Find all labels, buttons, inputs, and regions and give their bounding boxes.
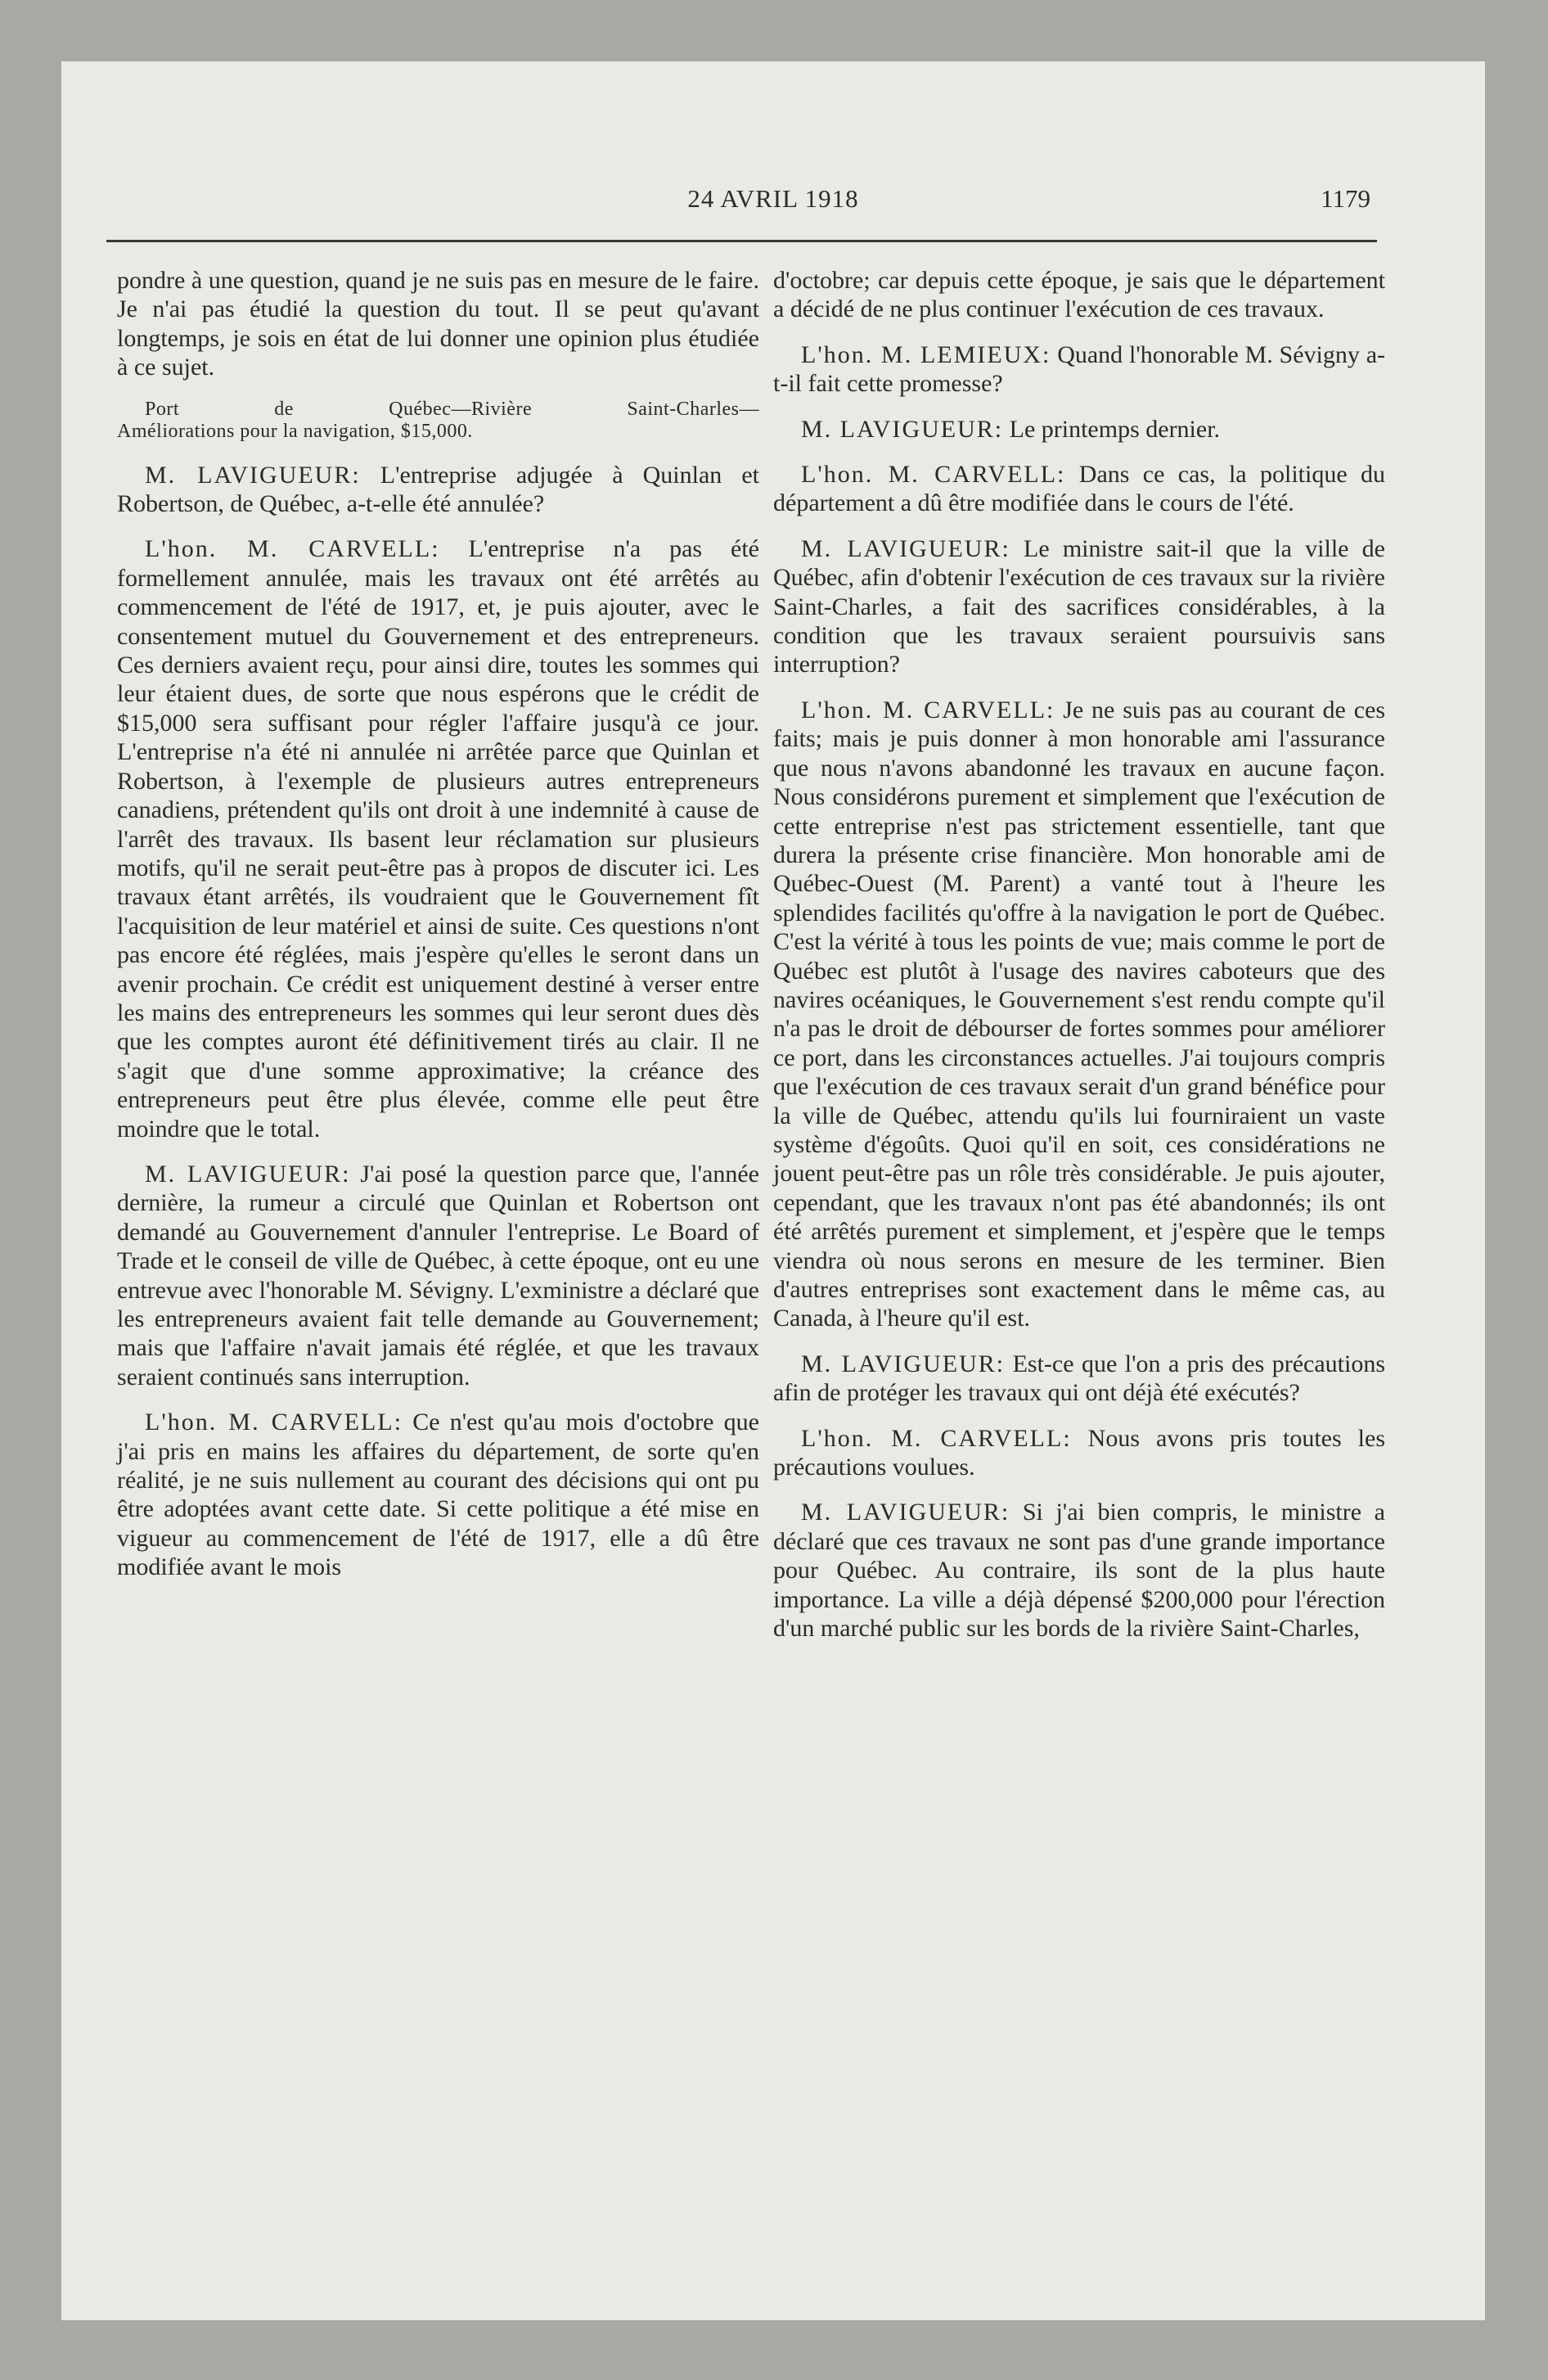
page-number: 1179 — [1321, 184, 1370, 213]
speech-text: Je ne suis pas au courant de ces faits; mais je puis donner à mon honorable ami l'assurance que nous n'avons abandonné les travaux en aucune façon. Nous considérons purement et simplement que l'exécution de cette entreprise n'est pas strictement essentielle, tant que durera la présente crise financière. Mon honorable ami de Québec-Ouest (M. Parent) a vanté tout à l'heure les splendides facilités qu'offre à la navigation le port de Québec. C'est la vérité à tous les points de vue; mais comme le port de Québec est plutôt à l'usage des navires caboteurs que des navires océaniques, le Gouvernement s'est rendu compte qu'il n'a pas le droit de débourser de fortes sommes pour améliorer ce port, dans les circonstances actuelles. J'ai toujours compris que l'exécution de ces travaux serait d'un grand bénéfice pour la ville de Québec, attendu qu'ils lui fourniraient un vaste système d'égoûts. Quoi qu'il en soit, ces considérations ne jouent peut-être pas un rôle très considérable. Je puis ajouter, cependant, que les travaux n'ont pas été abandonnés; ils ont été arrêtés purement et simplement, et j'espère que le temps viendra où nous serons en mesure de les terminer. Bien d'autres entreprises sont exactement dans le même cas, au Canada, à l'heure qu'il est. — [773, 696, 1386, 1332]
paragraph — [773, 415, 1385, 444]
speaker-name: L'hon. M. CARVELL: — [145, 1409, 403, 1436]
page-header — [61, 184, 1485, 233]
section-heading — [117, 399, 759, 443]
paragraph — [773, 696, 1385, 1333]
header-rule — [106, 240, 1377, 242]
speech-text: Nous avons pris toutes les précautions voulues. — [773, 1424, 1385, 1481]
document-page — [61, 61, 1485, 2320]
paragraph — [773, 534, 1385, 679]
speech-text: Le ministre sait-il que la ville de Québec, afin d'obtenir l'exécution de ces travaux sur la rivière Saint-Charles, a fait des sacrifices considérables, à la condition que les travaux seraient poursuivis sans interruption? — [773, 534, 1385, 678]
paragraph — [117, 461, 759, 519]
heading-line: Port de Québec—Rivière Saint-Charles— — [145, 398, 759, 420]
speech-text: Ce n'est qu'au mois d'octobre que j'ai pris en mains les affaires du département, de sorte qu'en réalité, je ne suis nullement au courant des décisions qui ont pu être adoptées avant cette date. Si cette politique a été mise en vigueur au commencement de l'été de 1917, elle a dû être modifiée avant le mois — [117, 1409, 759, 1581]
paragraph — [117, 534, 759, 1143]
paragraph — [773, 1424, 1385, 1482]
speech-text: Si j'ai bien compris, le ministre a déclaré que ces travaux ne sont pas d'une grande importance pour Québec. Au contraire, ils sont de la plus haute importance. La ville a déjà dépensé $200,000 pour l'érection d'un marché public sur les bords de la rivière Saint-Charles, — [773, 1499, 1385, 1643]
page-date: 24 AVRIL 1918 — [687, 184, 859, 213]
speech-text: Le printemps dernier. — [1009, 415, 1221, 443]
speech-text: Est-ce que l'on a pris des précautions afin de protéger les travaux qui ont déjà été exécutés? — [773, 1350, 1386, 1407]
speech-text: Quand l'honorable M. Sévigny a-t-il fait cette promesse? — [773, 340, 1385, 398]
speaker-name: L'hon. M. LEMIEUX: — [801, 340, 1051, 368]
speaker-name: L'hon. M. CARVELL: — [801, 696, 1055, 723]
speech-text: L'entreprise adjugée à Quinlan et Robertson, de Québec, a-t-elle été annulée? — [117, 461, 759, 518]
speaker-name: L'hon. M. CARVELL: — [801, 1424, 1072, 1452]
paragraph — [117, 1408, 759, 1581]
paragraph — [773, 1350, 1385, 1408]
speech-text: Dans ce cas, la politique du département a dû être modifiée dans le cours de l'été. — [773, 461, 1386, 517]
paragraph — [773, 340, 1385, 399]
paragraph — [773, 460, 1385, 518]
right-column — [773, 266, 1385, 1659]
speaker-name: M. LAVIGUEUR: — [145, 461, 361, 489]
paragraph — [773, 1498, 1385, 1643]
speaker-name: M. LAVIGUEUR: — [801, 1350, 1006, 1377]
heading-line: Améliorations pour la navigation, $15,000. — [117, 420, 473, 442]
speech-text: L'entreprise n'a pas été formellement annulée, mais les travaux ont été arrêtés au commencement de l'été de 1917, et, je puis ajouter, avec le consentement mutuel du Gouvernement et des entrepreneurs. Ces derniers avaient reçu, pour ainsi dire, toutes les sommes qui leur étaient dues, de sorte que nous espérons que le crédit de $15,000 sera suffisant pour régler l'affaire jusqu'à ce jour. L'entreprise n'a été ni annulée ni arrêtée parce que Quinlan et Robertson, à l'exemple de plusieurs autres entrepreneurs canadiens, prétendent qu'ils ont droit à une indemnité à cause de l'arrêt des travaux. Ils basent leur réclamation sur plusieurs motifs, qu'il ne serait peut-être pas à propos de discuter ici. Les travaux étant arrêtés, ils voudraient que le Gouvernement fît l'acquisition de leur matériel et ainsi de suite. Ces questions n'ont pas encore été réglées, mais j'espère qu'elles le seront dans un avenir prochain. Ce crédit est uniquement destiné à verser entre les mains des entrepreneurs les sommes qui leur seront dues dès que les comptes auront été définitivement tirés au clair. Il ne s'agit que d'une somme approximative; la créance des entrepreneurs peut être plus élevée, comme elle peut être moindre que le total. — [117, 535, 759, 1143]
speaker-name: L'hon. M. CARVELL: — [145, 535, 440, 563]
speaker-name: M. LAVIGUEUR: — [801, 534, 1010, 562]
left-column — [117, 266, 759, 1598]
speaker-name: M. LAVIGUEUR: — [145, 1160, 351, 1188]
speech-text: J'ai posé la question parce que, l'année dernière, la rumeur a circulé que Quinlan et Robertson ont demandé au Gouvernement d'annuler l'entreprise. Le Board of Trade et le conseil de ville de Québec, à cette époque, ont eu une entrevue avec l'honorable M. Sévigny. L'exministre a déclaré que les entrepreneurs avaient fait telle demande au Gouvernement; mais que l'affaire n'avait jamais été réglée, et que les travaux seraient continués sans interruption. — [117, 1160, 759, 1391]
paragraph — [117, 1160, 759, 1391]
speaker-name: L'hon. M. CARVELL: — [801, 461, 1066, 489]
paragraph: pondre à une question, quand je ne suis pas en mesure de le faire. Je n'ai pas étudié la question du tout. Il se peut qu'avant longtemps, je sois en état de lui donner une opinion plus étudiée à ce sujet. — [117, 267, 759, 381]
paragraph: d'octobre; car depuis cette époque, je sais que le département a décidé de ne plus continuer l'exécution de ces travaux. — [773, 267, 1385, 323]
speaker-name: M. LAVIGUEUR: — [801, 1499, 1010, 1526]
speaker-name: M. LAVIGUEUR: — [801, 415, 1004, 443]
